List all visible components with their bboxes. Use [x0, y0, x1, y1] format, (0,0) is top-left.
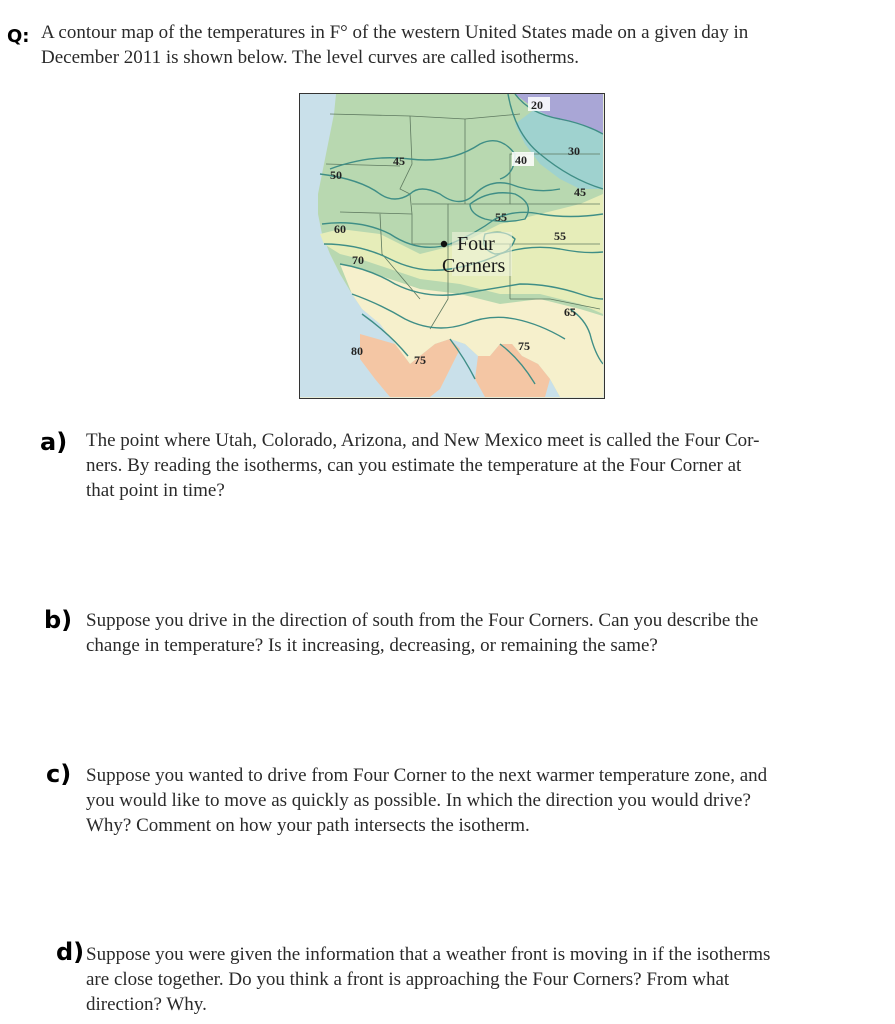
four-corners-label-line1: Four: [457, 233, 495, 255]
question-d-text: [86, 942, 866, 1017]
label-80: 80: [351, 344, 363, 358]
question-a-line-3: that point in time?: [86, 480, 225, 501]
label-40: 40: [515, 153, 527, 167]
label-75-east: 75: [518, 339, 530, 353]
question-a-text: [86, 428, 866, 503]
label-60: 60: [334, 222, 346, 236]
question-a-line-1: The point where Utah, Colorado, Arizona, and New Mexico meet is called the Four Cor-: [86, 430, 760, 451]
label-55-center: 55: [495, 210, 507, 224]
question-d-line-2: are close together. Do you think a front is approaching the Four Corners? From what: [86, 969, 730, 990]
label-45-west: 45: [393, 154, 405, 168]
question-c-text: [86, 763, 866, 838]
intro-line-1: A contour map of the temperatures in F° of the western United States made on a given day in: [41, 22, 749, 43]
contour-map-graphic: [300, 94, 603, 397]
label-75-west: 75: [414, 353, 426, 367]
intro-line-2: December 2011 is shown below. The level curves are called isotherms.: [41, 47, 579, 68]
contour-map: [299, 93, 605, 399]
question-b-text: [86, 608, 866, 658]
question-d-marker: d): [56, 938, 85, 966]
question-marker: Q:: [7, 26, 30, 47]
label-20: 20: [531, 98, 543, 112]
question-c-line-2: you would like to move as quickly as possible. In which the direction you would drive?: [86, 790, 751, 811]
question-d-line-3: direction? Why.: [86, 994, 207, 1015]
label-30: 30: [568, 144, 580, 158]
label-70: 70: [352, 253, 364, 267]
intro-text: [41, 20, 867, 70]
question-c-line-3: Why? Comment on how your path intersects the isotherm.: [86, 815, 530, 836]
four-corners-label-line2: Corners: [442, 255, 506, 277]
question-b-line-1: Suppose you drive in the direction of south from the Four Corners. Can you describe the: [86, 610, 759, 631]
question-c-marker: c): [46, 760, 72, 788]
four-corners-dot: [441, 241, 447, 247]
label-45-east: 45: [574, 185, 586, 199]
label-50: 50: [330, 168, 342, 182]
question-a-marker: a): [40, 428, 68, 456]
question-b-marker: b): [44, 606, 73, 634]
question-c-line-1: Suppose you wanted to drive from Four Corner to the next warmer temperature zone, and: [86, 765, 768, 786]
question-b-line-2: change in temperature? Is it increasing, decreasing, or remaining the same?: [86, 635, 658, 656]
question-d-line-1: Suppose you were given the information that a weather front is moving in if the isotherms: [86, 944, 771, 965]
label-55-east: 55: [554, 229, 566, 243]
label-65: 65: [564, 305, 576, 319]
question-a-line-2: ners. By reading the isotherms, can you estimate the temperature at the Four Corner at: [86, 455, 742, 476]
